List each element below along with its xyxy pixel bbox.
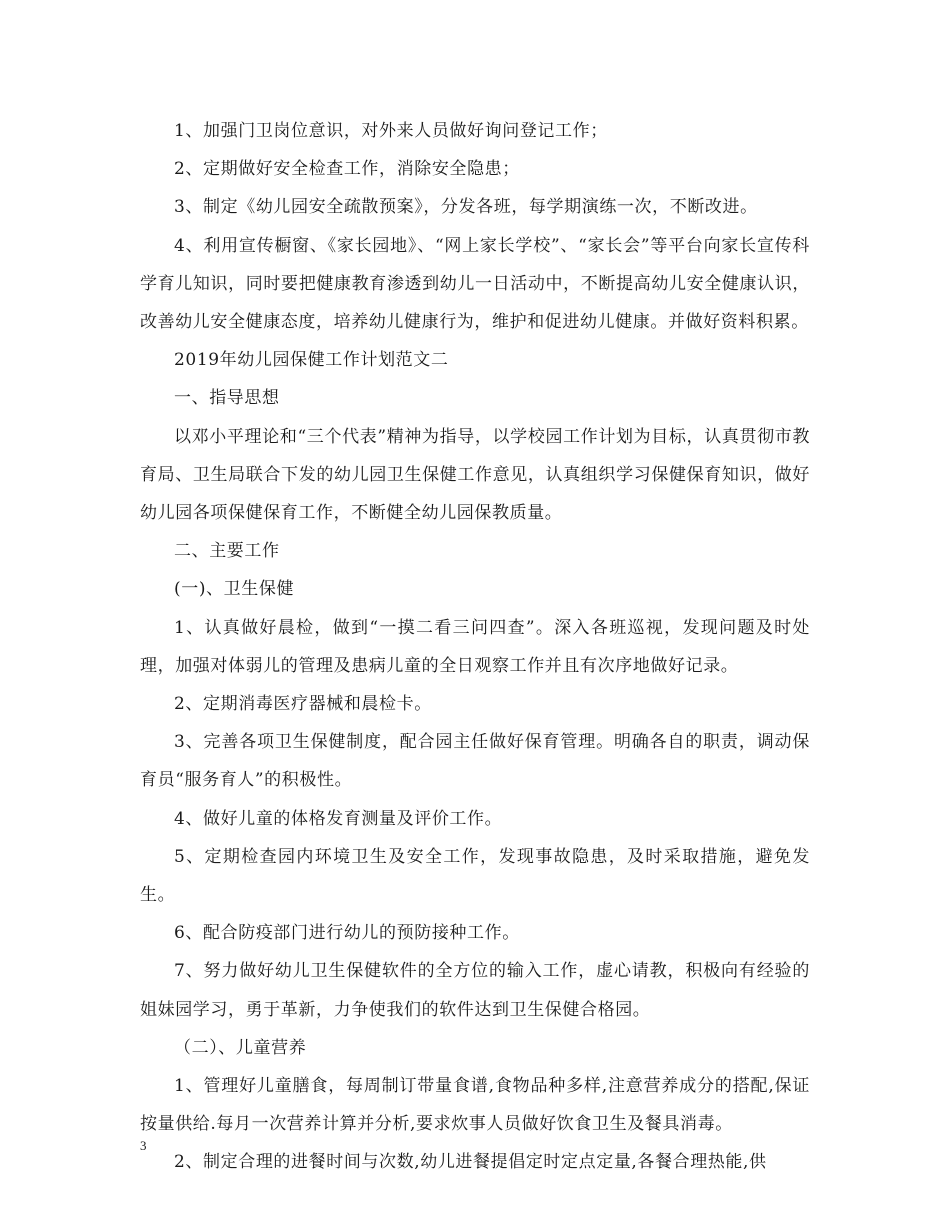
paragraph-health-4: 4、做好儿童的体格发育测量及评价工作。 — [174, 808, 503, 829]
document-body — [140, 112, 810, 1182]
paragraph-health-2: 2、定期消毒医疗器械和晨检卡。 — [174, 694, 432, 715]
section-title-plan-two: 2019年幼儿园保健工作计划范文二 — [174, 350, 449, 371]
paragraph-3: 3、制定《幼儿园安全疏散预案》，分发各班，每学期演练一次，不断改进。 — [174, 197, 758, 218]
paragraph-health-7: 7、努力做好幼儿卫生保健软件的全方位的输入工作，虚心请教，积极向有经验的姐妹园学习，勇于革新，力争使我们的软件达到卫生保健合格园。 — [140, 961, 810, 1020]
paragraph-health-3: 3、完善各项卫生保健制度，配合园主任做好保育管理。明确各自的职责，调动保育员“服务育人”的积极性。 — [140, 732, 810, 791]
heading-main-work: 二、主要工作 — [174, 541, 280, 562]
page-number: 3 — [140, 1138, 147, 1153]
paragraph-health-5: 5、定期检查园内环境卫生及安全工作，发现事故隐患，及时采取措施，避免发生。 — [140, 846, 810, 906]
paragraph-nutrition-2: 2、制定合理的进餐时间与次数,幼儿进餐提倡定时定点定量,各餐合理热能,供 — [174, 1152, 767, 1173]
paragraph-nutrition-1: 1、管理好儿童膳食，每周制订带量食谱,食物品种多样,注意营养成分的搭配,保证按量供给.每月一次营养计算并分析,要求炊事人员做好饮食卫生及餐具消毒。 — [140, 1076, 810, 1135]
subheading-health-care: (一)、卫生保健 — [174, 579, 295, 600]
subheading-child-nutrition: （二）、儿童营养 — [174, 1037, 307, 1058]
paragraph-4: 4、利用宣传橱窗、《家长园地》、“网上家长学校”、“家长会”等平台向家长宣传科学育儿知识，同时要把健康教育渗透到幼儿一日活动中，不断提高幼儿安全健康认识，改善幼儿安全健康态度，培养幼儿健康行为，维护和促进幼儿健康。并做好资料积累。 — [140, 235, 810, 333]
paragraph-health-1: 1、认真做好晨检，做到“一摸二看三问四查”。深入各班巡视，发现问题及时处理，加强对体弱儿的管理及患病儿童的全日观察工作并且有次序地做好记录。 — [140, 617, 810, 676]
paragraph-2: 2、定期做好安全检查工作，消除安全隐患； — [174, 159, 520, 180]
paragraph-health-6: 6、配合防疫部门进行幼儿的预防接种工作。 — [174, 923, 520, 944]
heading-guiding-ideology: 一、指导思想 — [174, 388, 280, 409]
paragraph-1: 1、加强门卫岗位意识，对外来人员做好询问登记工作； — [174, 121, 608, 141]
paragraph-guiding-ideology: 以邓小平理论和“三个代表”精神为指导，以学校园工作计划为目标，认真贯彻市教育局、卫生局联合下发的幼儿园卫生保健工作意见，认真组织学习保健保育知识，做好幼儿园各项保健保育工作，不断健全幼儿园保教质量。 — [140, 426, 810, 524]
